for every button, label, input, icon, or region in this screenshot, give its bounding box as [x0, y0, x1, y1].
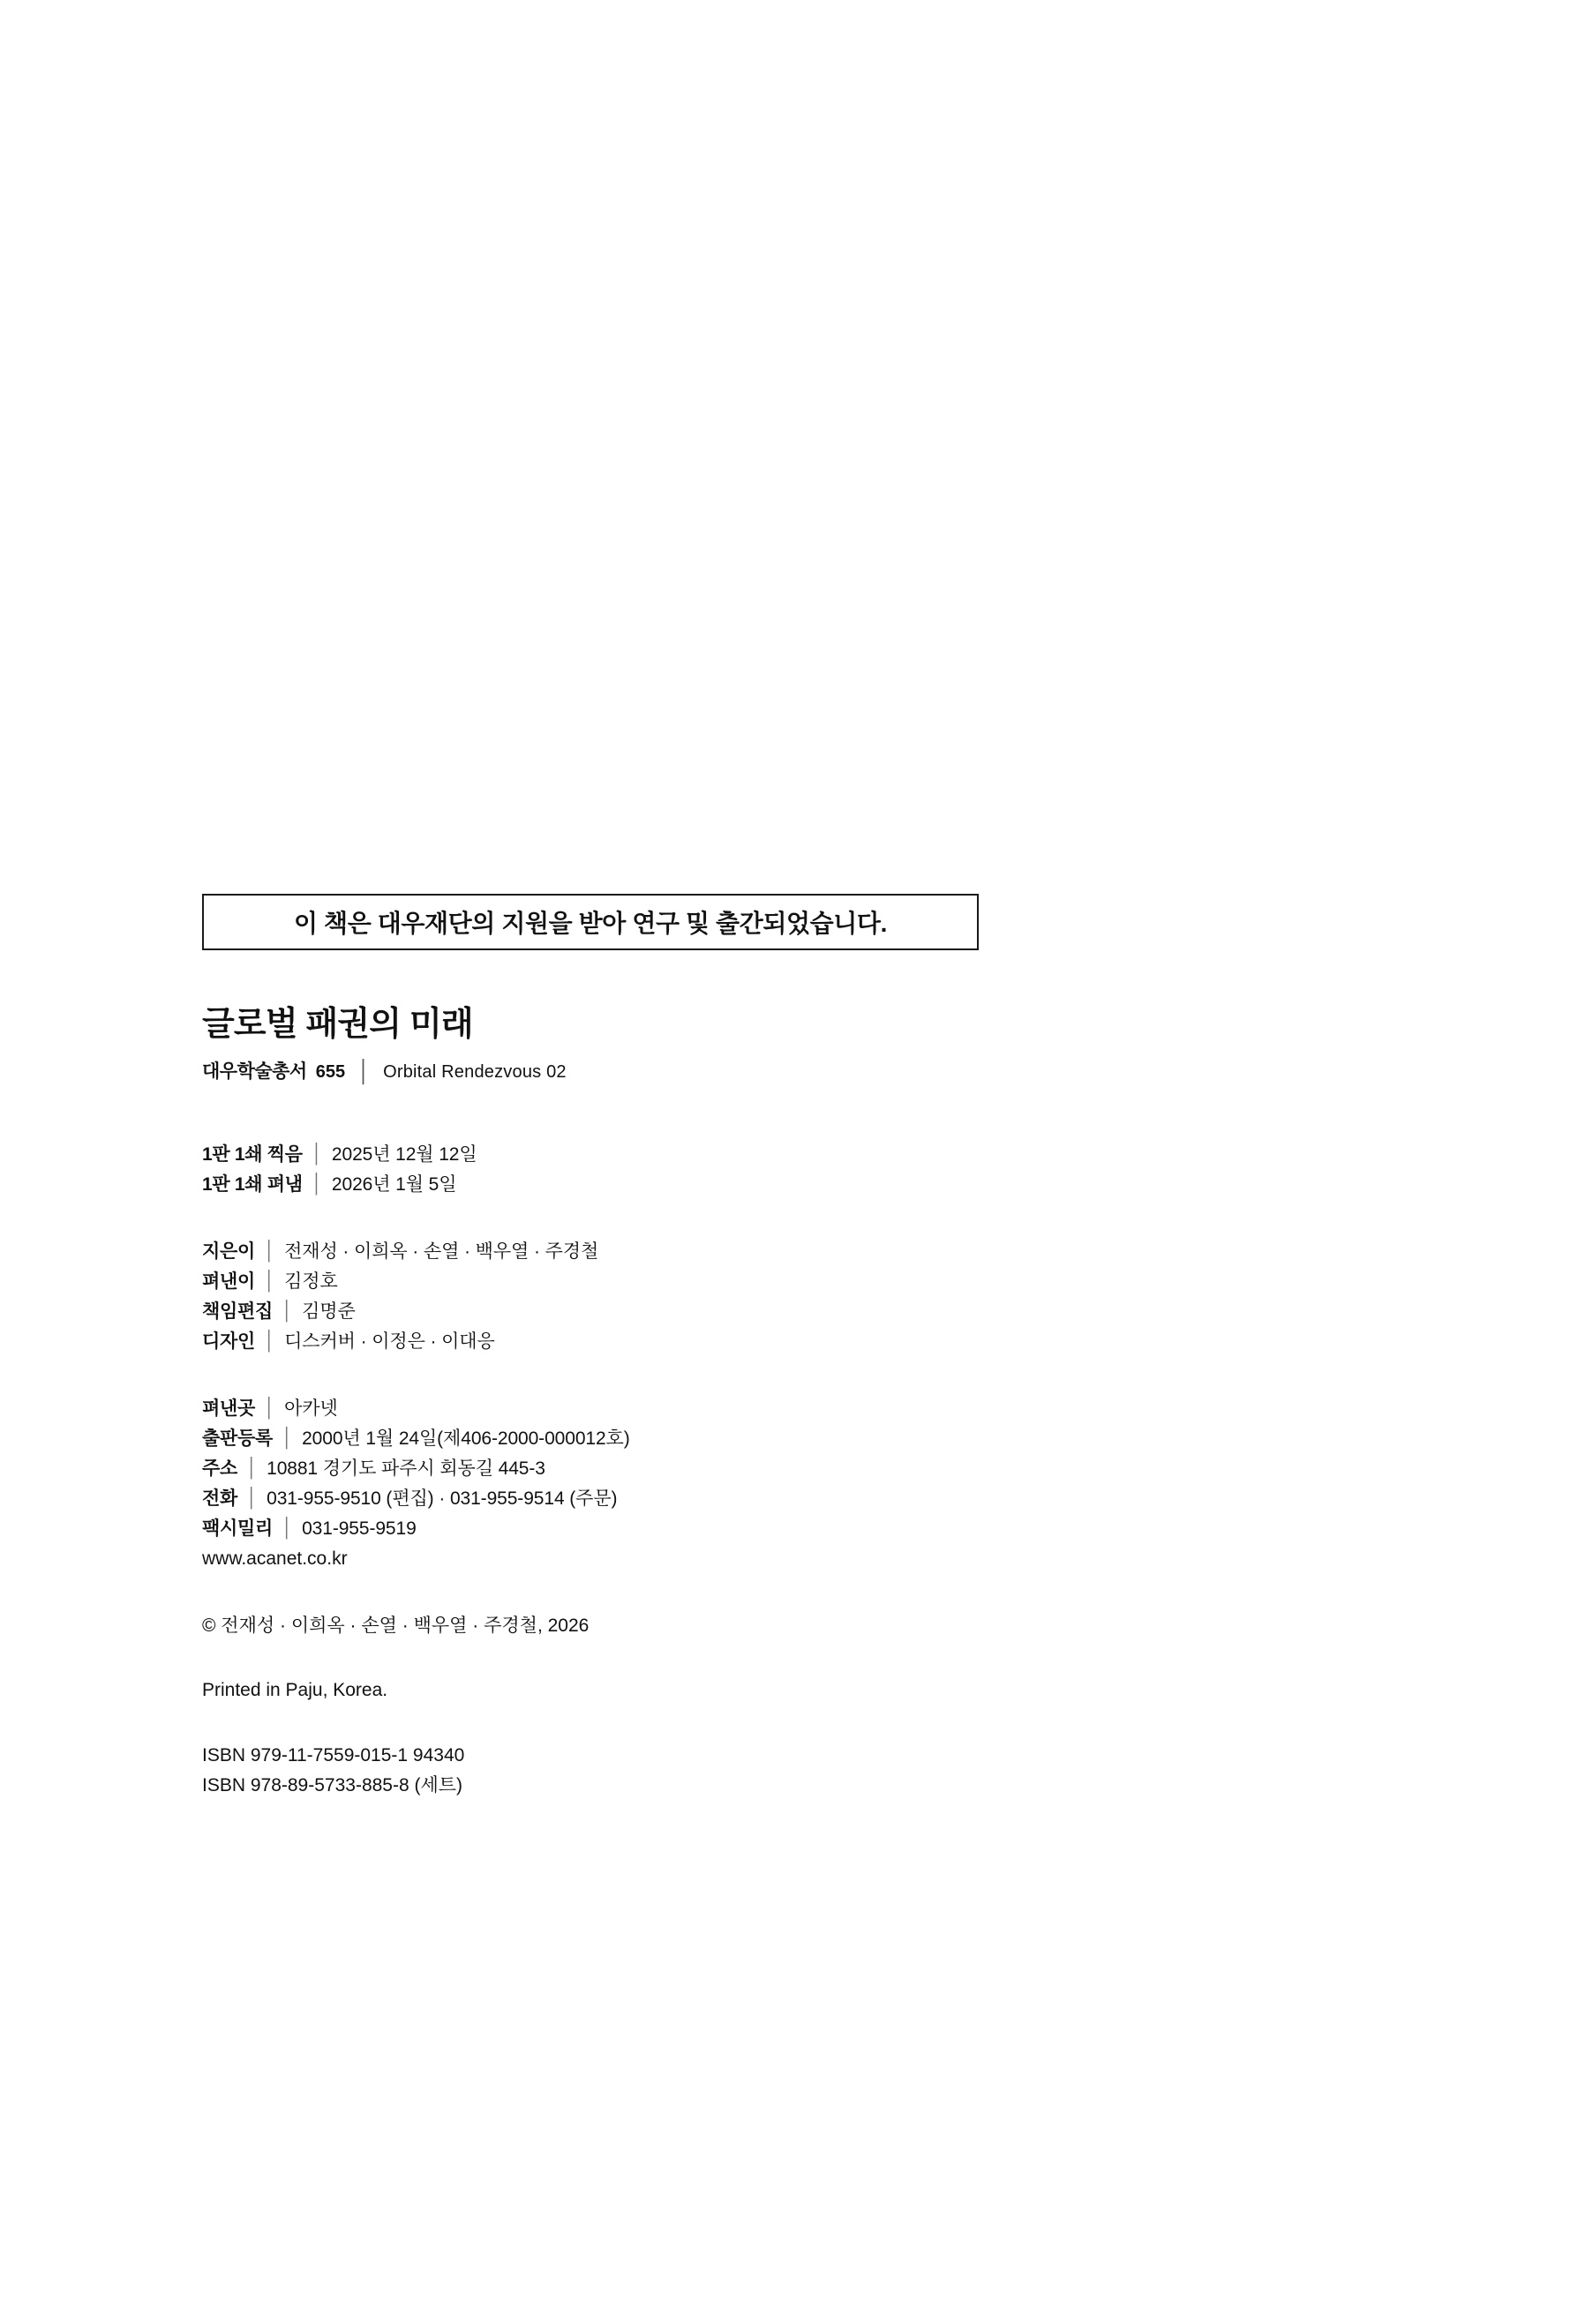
support-notice-text: 이 책은 대우재단의 지원을 받아 연구 및 출간되었습니다. [294, 910, 887, 937]
field-separator: │ [281, 1517, 294, 1538]
printing-row [202, 1140, 1173, 1170]
publisher-value: 아카넷 [284, 1398, 338, 1419]
publisher-label: 출판등록 [202, 1428, 273, 1449]
credit-row [202, 1267, 1173, 1297]
publisher-label: 팩시밀리 [202, 1518, 273, 1539]
field-separator: │ [281, 1300, 294, 1321]
publisher-value: 10881 경기도 파주시 회동길 445-3 [267, 1458, 545, 1479]
isbn-line: ISBN 979-11-7559-015-1 94340 [202, 1745, 465, 1766]
field-separator: │ [281, 1427, 294, 1448]
credit-row [202, 1297, 1173, 1327]
publisher-row [202, 1514, 1173, 1544]
credit-row [202, 1327, 1173, 1357]
printing-group [202, 1140, 1173, 1200]
field-separator: │ [245, 1457, 259, 1478]
printing-value: 2026년 1월 5일 [331, 1173, 457, 1195]
colophon-block [202, 1006, 1173, 1801]
printing-label: 1판 1쇄 찍음 [202, 1143, 303, 1165]
series-line [202, 1057, 1173, 1083]
field-separator: │ [263, 1240, 276, 1261]
credit-label: 지은이 [202, 1241, 255, 1262]
publisher-value: 031-955-9519 [302, 1518, 417, 1539]
credit-row [202, 1237, 1173, 1267]
printing-value: 2025년 12월 12일 [331, 1143, 477, 1165]
field-separator: │ [245, 1487, 259, 1508]
credit-label: 펴낸이 [202, 1271, 255, 1292]
printing-label: 1판 1쇄 펴냄 [202, 1173, 303, 1195]
credit-value: 김정호 [284, 1271, 338, 1292]
field-separator: │ [263, 1330, 276, 1351]
printed-in-line: Printed in Paju, Korea. [202, 1680, 388, 1701]
publisher-row [202, 1394, 1173, 1424]
credits-group [202, 1237, 1173, 1357]
series-separator: │ [357, 1059, 372, 1083]
field-separator: │ [311, 1173, 323, 1194]
isbn-line: ISBN 978-89-5733-885-8 (세트) [202, 1775, 463, 1796]
series-name: 대우학술총서 [202, 1061, 307, 1082]
series-number: 655 [315, 1061, 346, 1082]
publisher-row [202, 1484, 1173, 1514]
publisher-label: 전화 [202, 1488, 237, 1509]
publisher-value: 2000년 1월 24일(제406-2000-000012호) [302, 1428, 630, 1449]
printing-row [202, 1170, 1173, 1200]
credit-label: 책임편집 [202, 1301, 273, 1322]
publisher-label: 펴낸곳 [202, 1398, 255, 1419]
credit-value: 전재성 · 이희옥 · 손열 · 백우열 · 주경철 [284, 1241, 599, 1262]
support-notice-box [202, 894, 979, 950]
field-separator: │ [263, 1270, 276, 1291]
publisher-website[interactable]: www.acanet.co.kr [202, 1548, 348, 1569]
credit-label: 디자인 [202, 1331, 255, 1352]
copyright-line: © 전재성 · 이희옥 · 손열 · 백우열 · 주경철, 2026 [202, 1615, 590, 1636]
series-subtitle: Orbital Rendezvous 02 [383, 1061, 567, 1082]
publisher-label: 주소 [202, 1458, 237, 1479]
credit-value: 김명준 [302, 1301, 356, 1322]
credit-value: 디스커버 · 이정은 · 이대응 [284, 1331, 495, 1352]
publisher-value: 031-955-9510 (편집) · 031-955-9514 (주문) [267, 1488, 618, 1509]
publisher-row [202, 1424, 1173, 1454]
publisher-row [202, 1454, 1173, 1484]
field-separator: │ [311, 1143, 323, 1164]
book-title: 글로벌 패권의 미래 [202, 1006, 473, 1043]
publisher-group [202, 1394, 1173, 1574]
field-separator: │ [263, 1397, 276, 1418]
